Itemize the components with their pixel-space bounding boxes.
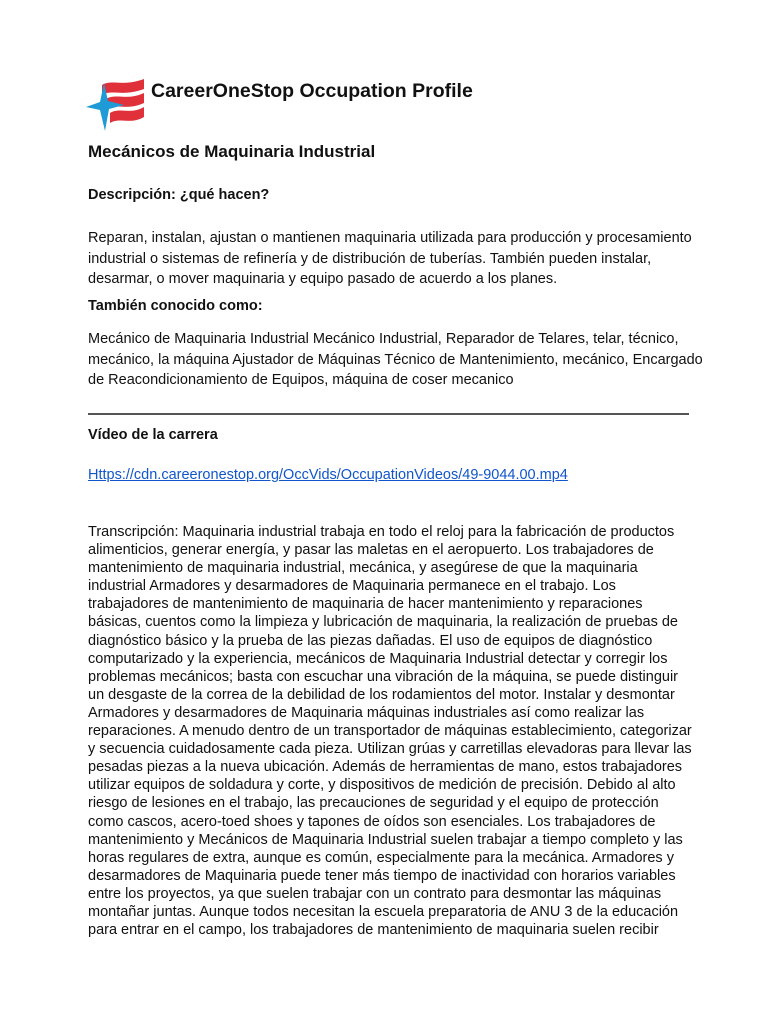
careeronestop-logo-icon: [86, 73, 146, 133]
also-known-heading: También conocido como:: [88, 298, 263, 314]
video-transcript: Transcripción: Maquinaria industrial trabaja en todo el reloj para la fabricación de productos alimenticios, generar energía, y pasar las maletas en el aeropuerto. Los trabajadores de mantenimiento de maquinaria industrial, mecánica, y asegúrese de que la maquinaria industrial Armadores y desarmadores de Maquinaria permanece en el trabajo. Los trabajadores de mantenimiento de maquinaria de hacer mantenimiento y reparaciones básicas, cuentos como la limpieza y lubricación de maquinaria, la realización de pruebas de diagnóstico básico y la prueba de las piezas dañadas. El uso de equipos de diagnóstico computarizado y la experiencia, mecánicos de Maquinaria Industrial detectar y corregir los problemas mecánicos; basta con escuchar una vibración de la máquina, se puede distinguir un desgaste de la correa de la debilidad de los rodamientos del motor. Instalar y desmontar Armadores y desarmadores de Maquinaria máquinas industriales así como realizar las reparaciones. A menudo dentro de un transportador de máquinas establecimiento, categorizar y secuencia cuidadosamente cada pieza. Utilizan grúas y carretillas elevadoras para llevar las pesadas piezas a la nueva ubicación. Además de herramientas de mano, estos trabajadores utilizar equipos de soldadura y corte, y dispositivos de medición de precisión. Debido al alto riesgo de lesiones en el trabajo, las precauciones de seguridad y el equipo de protección como cascos, acero-toed shoes y tapones de oídos son esenciales. Los trabajadores de mantenimiento y Mecánicos de Maquinaria Industrial suelen trabajar a tiempo completo y las horas regulares de extra, aunque es común, especialmente para la mecánica. Armadores y desarmadores de Maquinaria puede tener más tiempo de inactividad con horarios variables entre los proyectos, ya que suelen trabajar con un contrato para desmontar las máquinas montañar juntas. Aunque todos necesitan la escuela preparatoria de ANU 3 de la educación para entrar en el campo, los trabajadores de mantenimiento de maquinaria suelen recibir: [88, 524, 692, 939]
description-heading: Descripción: ¿qué hacen?: [88, 187, 270, 203]
occupation-title: Mecánicos de Maquinaria Industrial: [88, 142, 376, 161]
brand-title: CareerOneStop Occupation Profile: [151, 80, 473, 102]
description-text: Reparan, instalan, ajustan o mantienen maquinaria utilizada para producción y procesamiento industrial o sistemas de refinería y de distribución de tuberías. También pueden instalar, desarmar, o mover maquinaria y equipo pasado de acuerdo a los planes.: [88, 230, 692, 287]
video-link[interactable]: Https://cdn.careeronestop.org/OccVids/OccupationVideos/49-9044.00.mp4: [88, 467, 568, 483]
also-known-text: Mecánico de Maquinaria Industrial Mecánico Industrial, Reparador de Telares, telar, técnico, mecánico, la máquina Ajustador de Máquinas Técnico de Mantenimiento, mecánico, Encargado de Reacondicionamiento de Equipos, máquina de coser mecanico: [88, 331, 703, 388]
section-divider: [88, 413, 689, 415]
video-heading: Vídeo de la carrera: [88, 427, 218, 443]
